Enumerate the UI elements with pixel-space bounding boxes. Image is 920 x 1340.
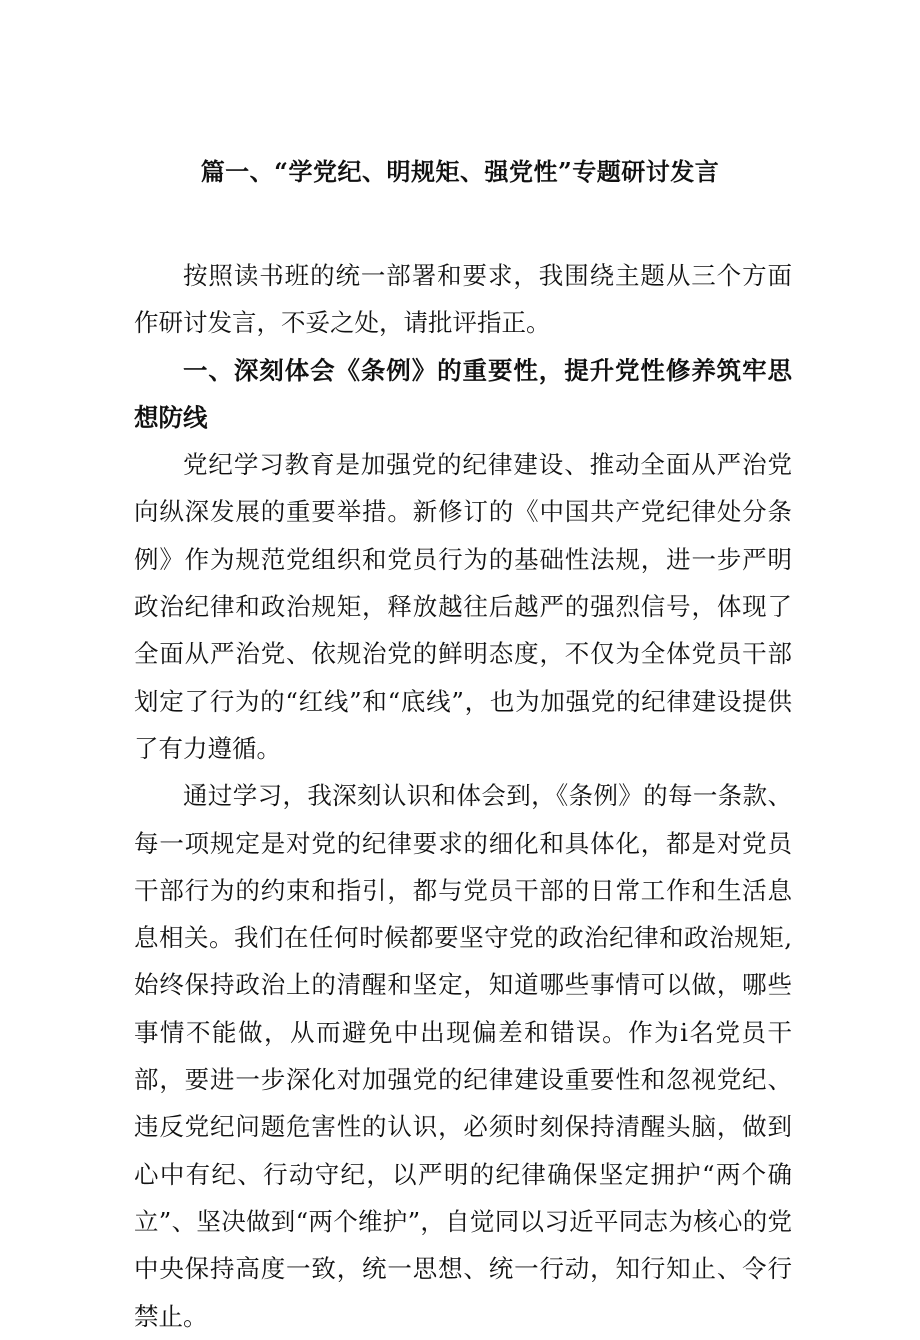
intro-paragraph: 按照读书班的统一部署和要求，我围绕主题从三个方面作研讨发言，不妥之处，请批评指正。 bbox=[134, 261, 792, 338]
body-paragraph-2: 通过学习，我深刻认识和体会到，《条例》的每一条款、每一项规定是对党的纪律要求的细化和具体化，都是对党员干部行为的约束和指引，都与党员干部的日常工作和生活息息相关。我们在任何时候都要坚守党的政治纪律和政治规矩,始终保持政治上的清醒和坚定，知道哪些事情可以做，哪些事情不能做，从而避免中出现偏差和错误。作为i名党员干部，要进一步深化对加强党的纪律建设重要性和忽视党纪、违反党纪问题危害性的认识，必须时刻保持清醒头脑，做到心中有纪、行动守纪，以严明的纪律确保坚定拥护“两个确立”、坚决做到“两个维护”，自觉同以习近平同志为核心的党中央保持高度一致，统一思想、统一行动，知行知止、令行禁止。 bbox=[134, 781, 792, 1331]
document-title: 篇一、“学党纪、明规矩、强党性”专题研讨发言 bbox=[200, 157, 720, 186]
document-body bbox=[134, 252, 792, 1340]
section-heading-1: 一、深刻体会《条例》的重要性，提升党性修养筑牢思想防线 bbox=[134, 355, 792, 432]
body-paragraph-1: 党纪学习教育是加强党的纪律建设、推动全面从严治党向纵深发展的重要举措。新修订的《中国共产党纪律处分条例》作为规范党组织和党员行为的基础性法规，进一步严明政治纪律和政治规矩，释放越往后越严的强烈信号，体现了全面从严治党、依规治党的鲜明态度，不仅为全体党员干部划定了行为的“红线”和“底线”，也为加强党的纪律建设提供了有力遵循。 bbox=[134, 450, 792, 763]
